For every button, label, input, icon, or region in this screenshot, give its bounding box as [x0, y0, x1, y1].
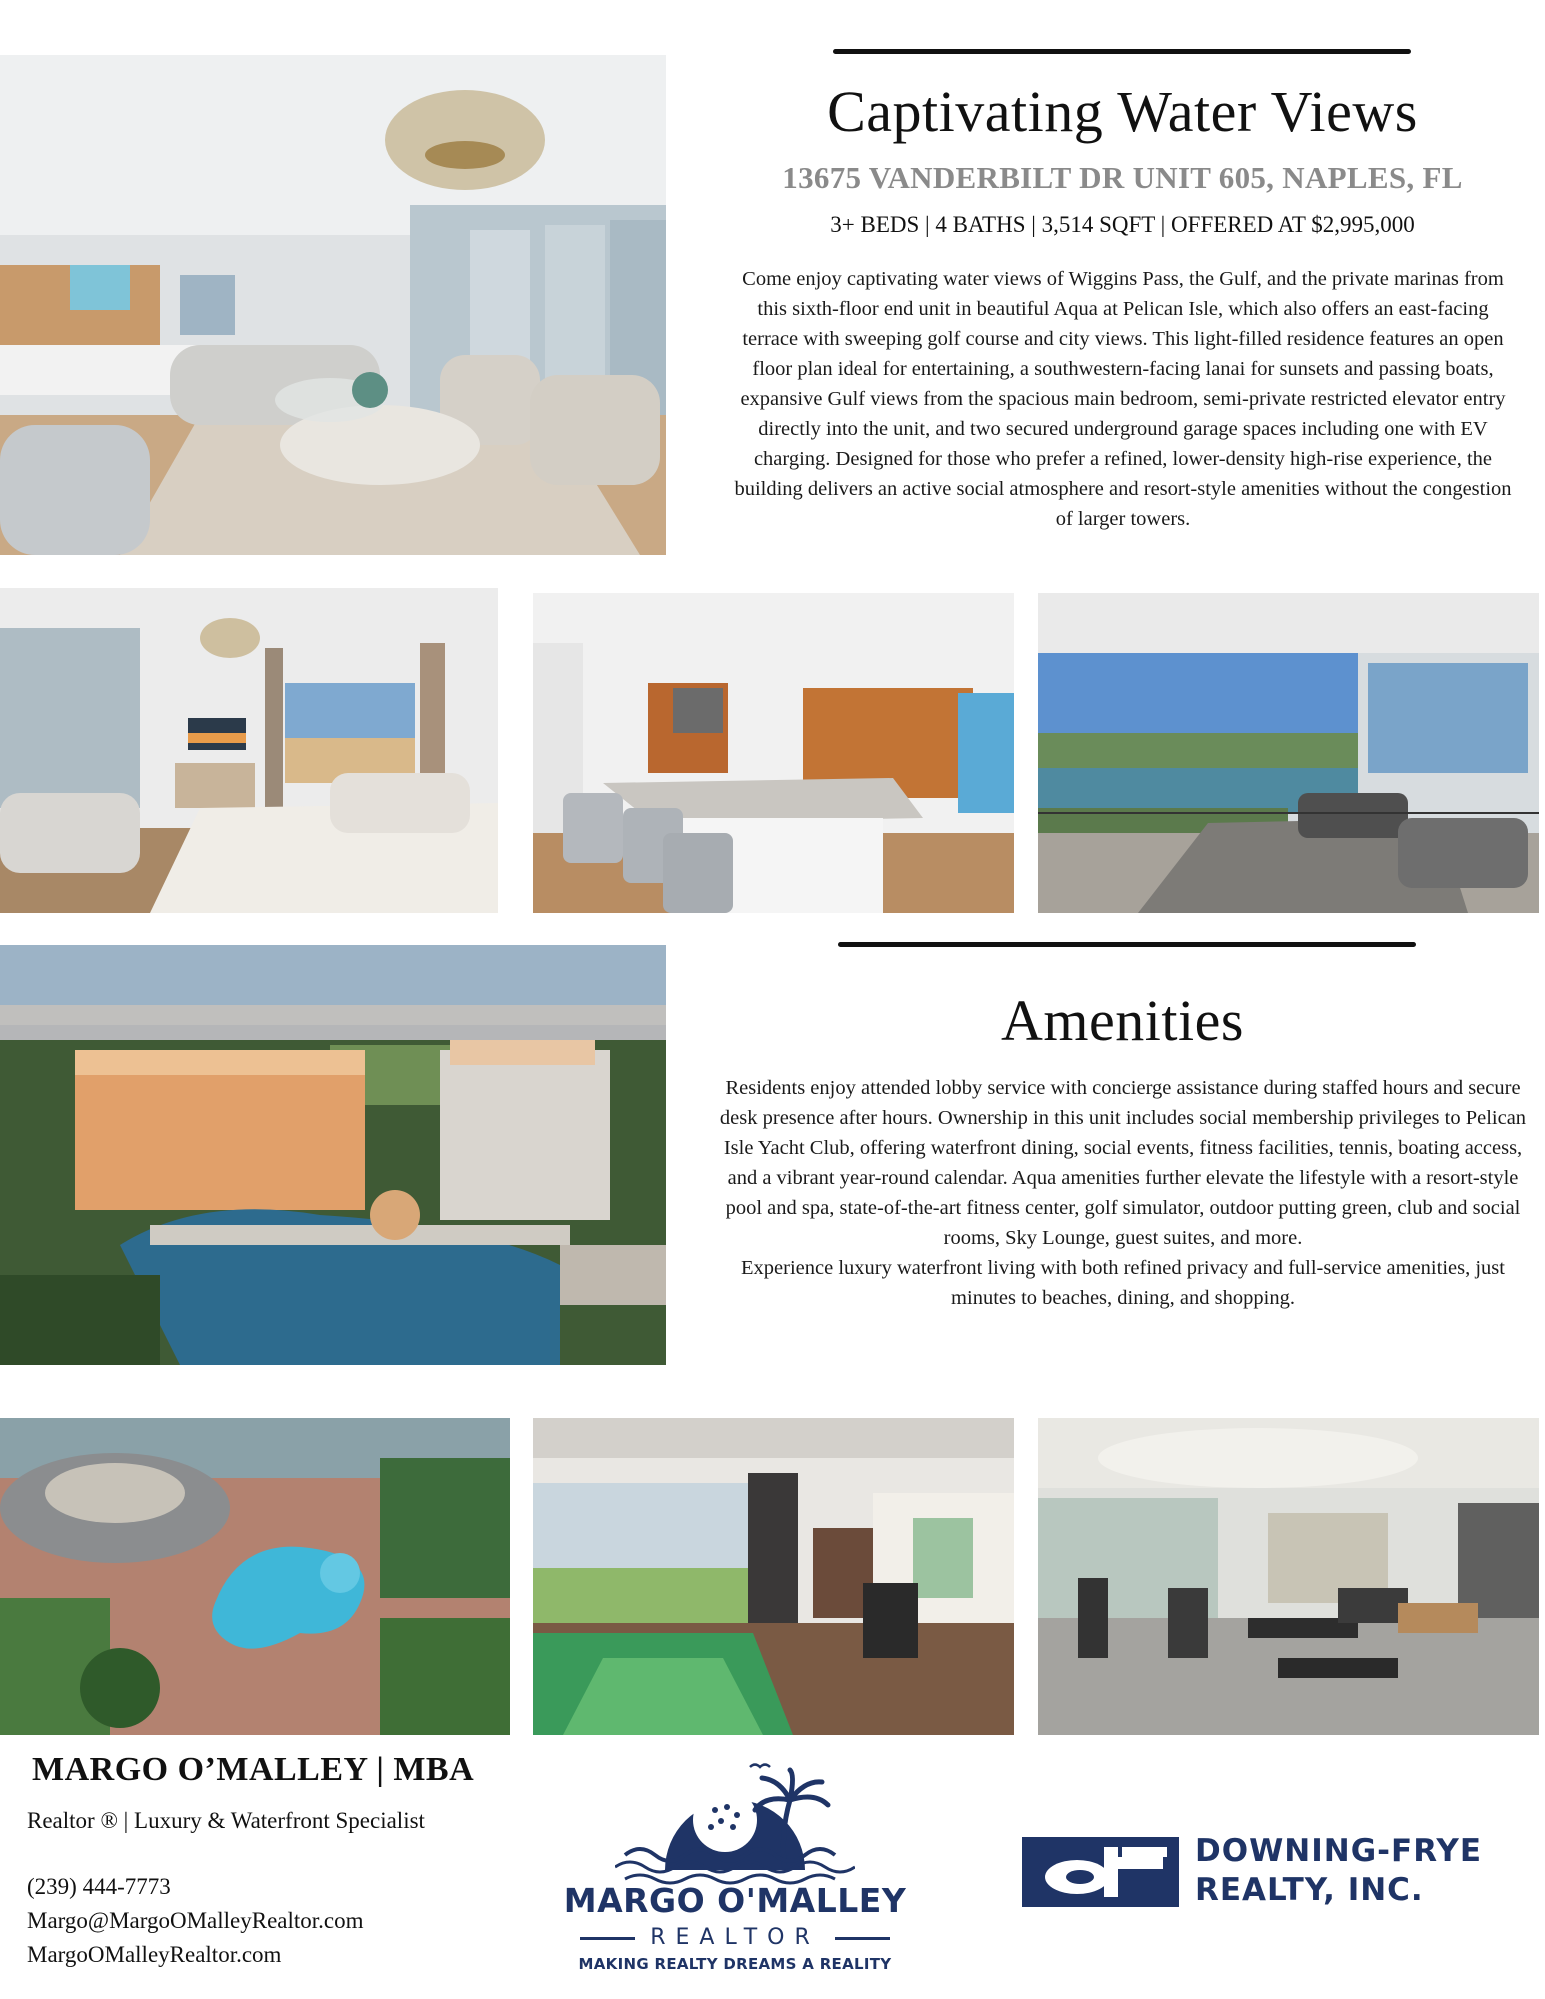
pool-photo [0, 1418, 510, 1735]
brokerage-monogram-block [1022, 1837, 1179, 1907]
aerial-marina-photo [0, 945, 666, 1365]
agent-name: MARGO O’MALLEY | MBA [32, 1751, 475, 1788]
brand-logo-rule-right [835, 1937, 890, 1940]
top-divider [833, 47, 1411, 57]
brokerage-logo [1022, 1835, 1522, 1915]
listing-description [728, 264, 1518, 534]
realtor-brand-logo [560, 1755, 910, 1990]
amenities-description [718, 1073, 1528, 1313]
living-room-photo [0, 55, 666, 555]
brand-logo-name: MARGO O'MALLEY [563, 1881, 907, 1920]
agent-title: Realtor ® | Luxury & Waterfront Specialist [27, 1808, 425, 1833]
listing-headline: Captivating Water Views [827, 79, 1418, 144]
brand-logo-sub: REALTOR [650, 1925, 820, 1950]
brokerage-name-line-1: DOWNING-FRYE [1195, 1833, 1482, 1869]
bedroom-photo [0, 588, 498, 913]
agent-website[interactable]: MargoOMalleyRealtor.com [27, 1942, 282, 1967]
palm-wave-icon [615, 1755, 855, 1885]
amenities-headline: Amenities [1001, 988, 1244, 1053]
amenities-paragraph-1: Residents enjoy attended lobby service with concierge assistance during staffed hours and secure desk presence after hours. Ownership in this unit includes social membership privileges to Pelican Isle Yacht Club, offering waterfront dining, social events, fitness facilities, tennis, boating access, and a vibrant year-round calendar. Aqua amenities further elevate the lifestyle with a resort-style pool and spa, state-of-the-art fitness center, golf simulator, outdoor putting green, club and social rooms, Sky Lounge, guest suites, and more. [719, 1077, 1527, 1249]
amenities-paragraph-2: Experience luxury waterfront living with both refined privacy and full-service amenities, just minutes to beaches, dining, and shopping. [741, 1257, 1505, 1309]
brokerage-name-line-2: REALTY, INC. [1195, 1872, 1424, 1908]
listing-description-text: Come enjoy captivating water views of Wiggins Pass, the Gulf, and the private marinas from this sixth-floor end unit in beautiful Aqua at Pelican Isle, which also offers an east-facing terrace with sweeping golf course and city views. This light-filled residence features an open floor plan ideal for entertaining, a southwestern-facing lanai for sunsets and passing boats, expansive Gulf views from the spacious main bedroom, semi-private restricted elevator entry directly into the unit, and two secured underground garage spaces including one with EV charging. Designed for those who prefer a refined, lower-density high-rise experience, the building delivers an active social atmosphere and resort-style amenities without the congestion of larger towers. [734, 268, 1512, 530]
golf-simulator-photo [533, 1418, 1014, 1735]
agent-phone[interactable]: (239) 444-7773 [27, 1874, 171, 1899]
brand-logo-tagline: MAKING REALTY DREAMS A REALITY [578, 1955, 892, 1973]
brand-logo-rule-left [580, 1937, 635, 1940]
lanai-photo [1038, 593, 1539, 913]
brand-logo-sub-row [580, 1925, 890, 1951]
amenities-divider [838, 940, 1416, 950]
property-address: 13675 VANDERBILT DR UNIT 605, NAPLES, FL [782, 160, 1463, 195]
agent-email[interactable]: Margo@MargoOMalleyRealtor.com [27, 1908, 364, 1933]
df-monogram-icon [1022, 1837, 1179, 1907]
fitness-center-photo [1038, 1418, 1539, 1735]
kitchen-photo [533, 593, 1014, 913]
property-stats: 3+ BEDS | 4 BATHS | 3,514 SQFT | OFFERED AT $2,995,000 [830, 212, 1415, 237]
